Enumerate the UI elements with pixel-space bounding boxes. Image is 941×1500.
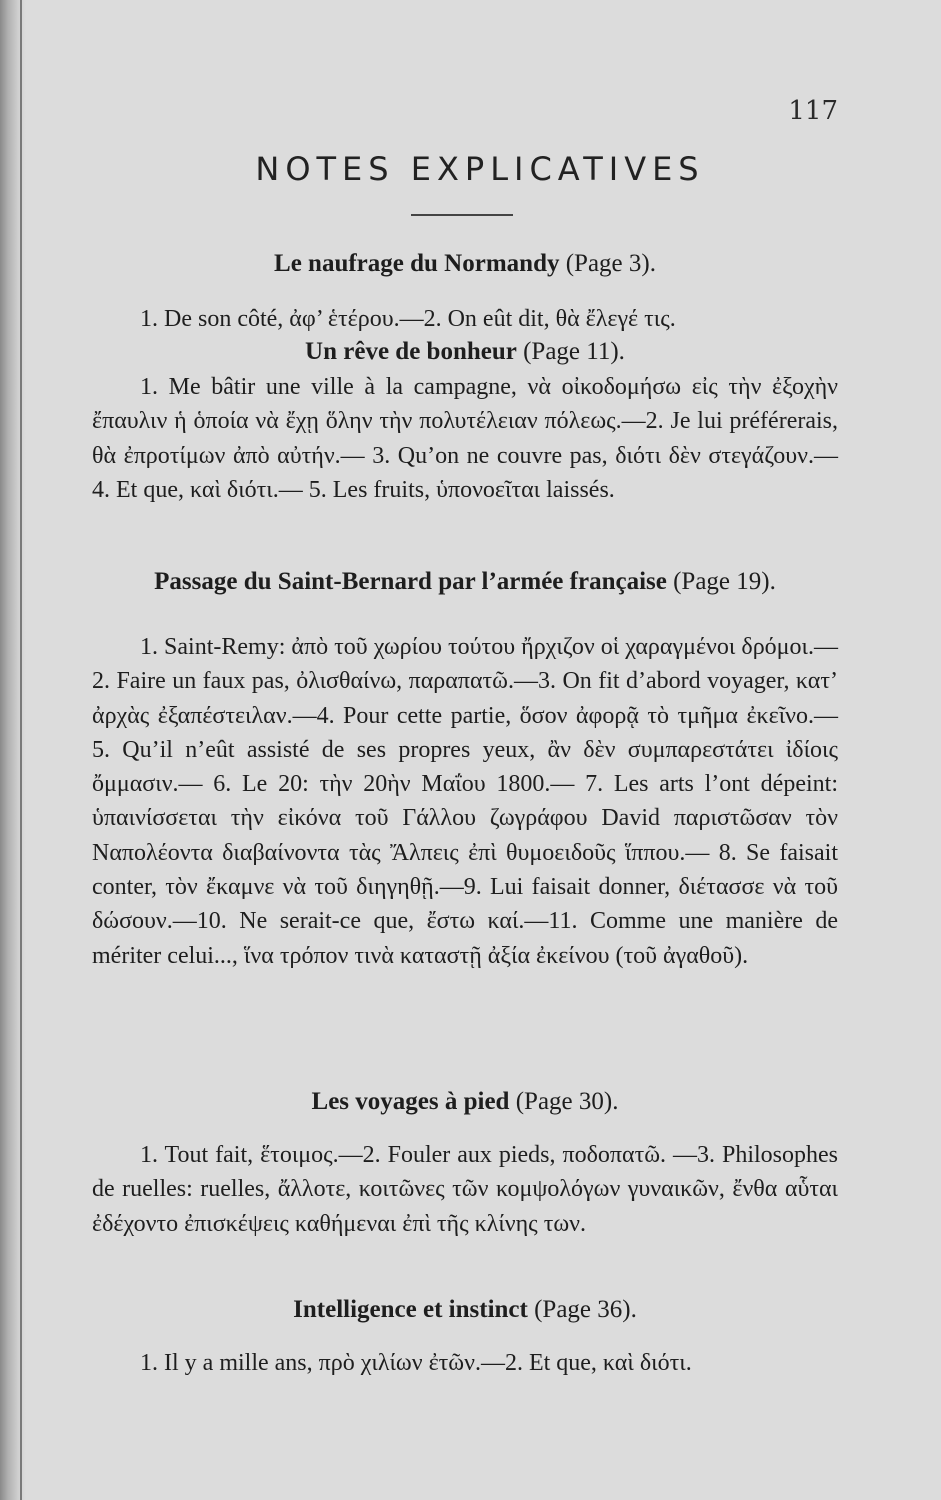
section-heading bbox=[92, 568, 838, 596]
section-heading bbox=[92, 1088, 838, 1116]
page-binding-edge bbox=[20, 0, 22, 1500]
page-binding-shadow bbox=[0, 0, 26, 1500]
page-number: 117 bbox=[788, 96, 838, 126]
section-heading bbox=[92, 1296, 838, 1324]
section-page-ref: (Page 19). bbox=[673, 568, 776, 595]
section-title: Le naufrage du Normandy bbox=[274, 250, 560, 277]
section-page-ref: (Page 36). bbox=[534, 1296, 637, 1323]
section-paragraph: 1. Saint-Remy: ἀπὸ τοῦ χωρίου τούτου ἤρχιζον οἱ χαραγμένοι δρόμοι.—2. Faire un faux pas, ὀλισθαίνω, παραπατῶ.—3. On fit d’abord voyager, κατ’ ἀρχὰς ἐξαπέστειλαν.—4. Pour cette partie, ὅσον ἀφορᾷ τὸ τμῆμα ἐκεῖνο.— 5. Qu’il n’eût assisté de ses propres yeux, ἂν δὲν συμπαρεστάτει ἰδίοις ὄμμασιν.— 6. Le 20: τὴν 20ὴν Μαΐου 1800.— 7. Les arts l’ont dépeint: ὑπαινίσσεται τὴν εἰκόνα τοῦ Γάλλου ζωγράφου David παριστῶσαν τὸν Ναπολέοντα διαβαίνοντα τὰς Ἄλπεις ἐπὶ θυμοειδοῦς ἵππου.— 8. Se faisait conter, τὸν ἔκαμνε νὰ τοῦ διηγηθῇ.—9. Lui faisait donner, διέτασσε νὰ τοῦ δώσουν.—10. Ne serait-ce que, ἔστω καί.—11. Comme une manière de mériter celui..., ἵνα τρόπον τινὰ καταστῇ ἀξία ἐκείνου (τοῦ ἀγαθοῦ). bbox=[92, 634, 838, 969]
section-heading bbox=[92, 338, 838, 366]
section-page-ref: (Page 30). bbox=[515, 1088, 619, 1115]
page-title: NOTES EXPLICATIVES bbox=[255, 150, 705, 188]
section-title: Intelligence et instinct bbox=[293, 1296, 528, 1323]
section-paragraph: 1. Il y a mille ans, πρὸ χιλίων ἐτῶν.—2. Et que, καὶ διότι. bbox=[140, 1350, 692, 1376]
section-page-ref: (Page 11). bbox=[523, 338, 625, 365]
section-heading bbox=[92, 250, 838, 278]
section-title: Un rêve de bonheur bbox=[305, 338, 517, 365]
section-paragraph: 1. De son côté, ἀφ’ ἑτέρου.—2. On eût dit, θὰ ἔλεγέ τις. bbox=[140, 306, 676, 332]
section-paragraph: 1. Me bâtir une ville à la campagne, νὰ οἰκοδομήσω εἰς τὴν ἐξοχὴν ἔπαυλιν ἡ ὁποία νὰ ἔχῃ ὅλην τὴν πολυτέλειαν πόλεως.—2. Je lui préférerais, θὰ ἐπροτίμων ἀπὸ αὐτήν.— 3. Qu’on ne couvre pas, διότι δὲν στεγάζουν.—4. Et que, καὶ διότι.— 5. Les fruits, ὑπονοεῖται laissés. bbox=[92, 374, 838, 503]
section-title: Les voyages à pied bbox=[311, 1088, 510, 1115]
section-title: Passage du Saint-Bernard par l’armée française bbox=[154, 568, 667, 595]
title-divider bbox=[411, 214, 513, 216]
section-page-ref: (Page 3). bbox=[565, 250, 656, 277]
section-paragraph: 1. Tout fait, ἕτοιμος.—2. Fouler aux pieds, ποδοπατῶ. —3. Philosophes de ruelles: ruelles, ἄλλοτε, κοιτῶνες τῶν κομψολόγων γυναικῶν, ἔνθα αὗται ἐδέχοντο ἐπισκέψεις καθήμεναι ἐπὶ τῆς κλίνης των. bbox=[92, 1142, 838, 1237]
